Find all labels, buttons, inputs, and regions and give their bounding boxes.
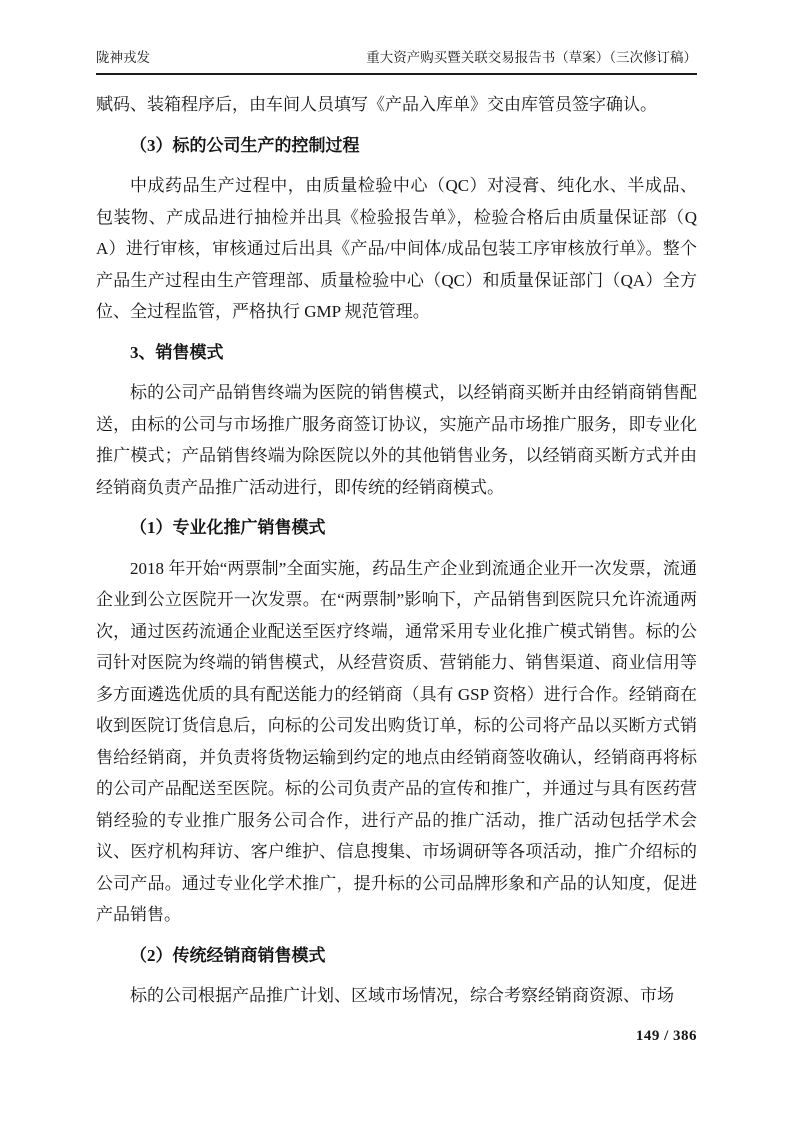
paragraph: 2018 年开始“两票制”全面实施，药品生产企业到流通企业开一次发票，流通企业到公立医院开一次发票。在“两票制”影响下，产品销售到医院只允许流通两次，通过医药流通企业配送至医疗终端，通常采用专业化推广模式销售。标的公司针对医院为终端的销售模式，从经营资质、营销能力、销售渠道、商业信用等多方面遴选优质的具有配送能力的经销商（具有 GSP 资格）进行合作。经销商在收到医院订货信息后，向标的公司发出购货订单，标的公司将产品以买断方式销售给经销商，并负责将货物运输到约定的地点由经销商签收确认，经销商再将标的公司产品配送至医院。标的公司负责产品的宣传和推广，并通过与具有医药营销经验的专业推广服务公司合作，进行产品的推广活动，推广活动包括学术会议、医疗机构拜访、客户维护、信息搜集、市场调研等各项活动，推广介绍标的公司产品。通过专业化学术推广，提升标的公司品牌形象和产品的认知度，促进产品销售。 — [96, 558, 697, 924]
section-heading: （1）专业化推广销售模式 — [130, 518, 326, 537]
section-heading: 3、销售模式 — [130, 342, 224, 362]
page-number: 149 / 386 — [635, 1028, 697, 1044]
header-company-name: 陇神戎发 — [96, 50, 150, 65]
header-report-title: 重大资产购买暨关联交易报告书（草案）（三次修订稿） — [366, 50, 697, 65]
section-heading: （2）传统经销商销售模式 — [130, 945, 326, 965]
page-header — [96, 48, 697, 75]
paragraph: 标的公司根据产品推广计划、区域市场情况，综合考察经销商资源、市场 — [130, 986, 674, 1005]
section-heading: （3）标的公司生产的控制过程 — [130, 135, 360, 155]
paragraph: 中成药品生产过程中，由质量检验中心（QC）对浸膏、纯化水、半成品、包装物、产成品进行抽检并出具《检验报告单》，检验合格后由质量保证部（QA）进行审核，审核通过后出具《产品/中间体/成品包装工序审核放行单》。整个产品生产过程由生产管理部、质量检验中心（QC）和质量保证部门（QA）全方位、全过程监管，严格执行 GMP 规范管理。 — [96, 176, 697, 321]
paragraph: 标的公司产品销售终端为医院的销售模式，以经销商买断并由经销商销售配送，由标的公司与市场推广服务商签订协议，实施产品市场推广服务，即专业化推广模式；产品销售终端为除医院以外的其他销售业务，以经销商买断方式并由经销商负责产品推广活动进行，即传统的经销商模式。 — [96, 383, 697, 497]
document-content — [96, 84, 697, 1017]
paragraph: 赋码、装箱程序后，由车间人员填写《产品入库单》交由库管员签字确认。 — [96, 95, 657, 114]
